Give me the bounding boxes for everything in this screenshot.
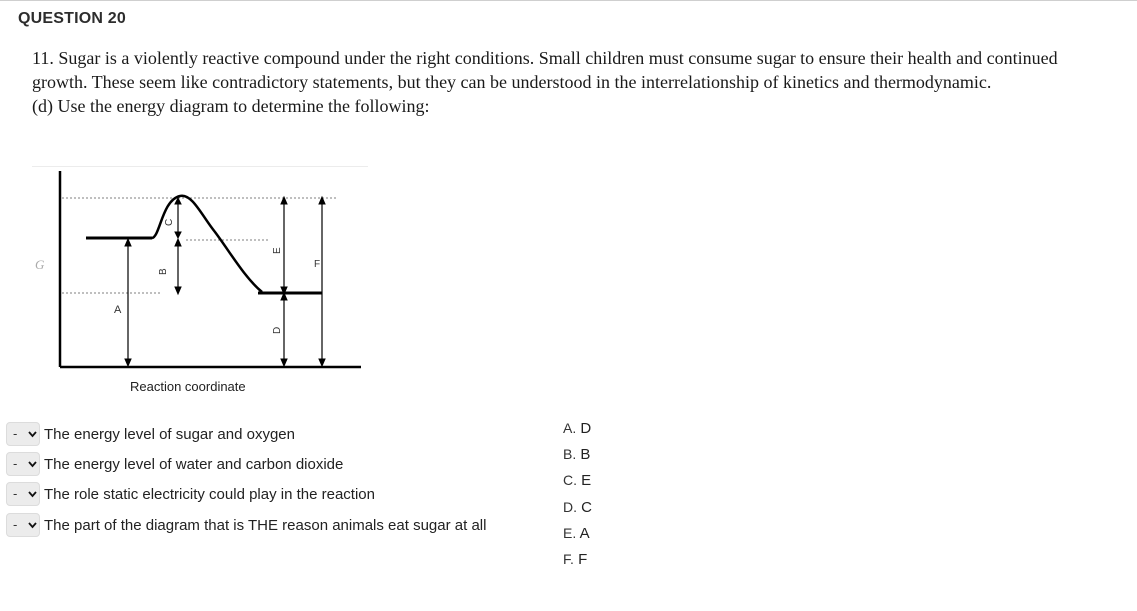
question-paragraph: 11. Sugar is a violently reactive compound under the right conditions. Small children must consume sugar to ensure their health and continued growth. These seem like contradictory statements, but they can be understood in the interrelationship of kinetics and thermodynamic.	[32, 48, 1058, 92]
prompt-label: The energy level of sugar and oxygen	[44, 426, 295, 443]
choice-text: B	[580, 446, 591, 463]
arrow-c	[175, 198, 181, 238]
x-axis-label: Reaction coordinate	[130, 379, 246, 394]
question-heading: QUESTION 20	[18, 10, 127, 27]
energy-diagram	[30, 166, 370, 406]
prompt-label: The energy level of water and carbon dioxide	[44, 456, 344, 473]
choice-text: A	[579, 525, 590, 542]
dropdown-value: -	[13, 486, 18, 501]
prompt-label: The role static electricity could play in the reaction	[44, 486, 375, 503]
answer-choice	[563, 472, 591, 494]
label-c: C	[164, 218, 175, 226]
choice-text: D	[580, 420, 592, 437]
answer-dropdown[interactable]	[6, 452, 40, 476]
label-a: A	[114, 304, 122, 316]
arrow-f	[319, 197, 325, 366]
chevron-down-icon	[28, 431, 37, 438]
dropdown-value: -	[13, 517, 18, 532]
chevron-down-icon	[28, 491, 37, 498]
choice-letter: C.	[563, 472, 577, 488]
choice-letter: A.	[563, 420, 577, 436]
g-axis-label: G	[35, 257, 45, 272]
top-divider	[0, 0, 1137, 1]
answer-choice	[563, 551, 587, 573]
choice-text: F	[578, 551, 588, 568]
arrow-e	[281, 197, 287, 294]
answer-choice	[563, 525, 590, 547]
answer-dropdown[interactable]	[6, 513, 40, 537]
prompt-label: The part of the diagram that is THE reason animals eat sugar at all	[44, 517, 487, 534]
chevron-down-icon	[28, 522, 37, 529]
question-instruction: (d) Use the energy diagram to determine the following:	[32, 96, 430, 116]
answer-dropdown[interactable]	[6, 482, 40, 506]
label-f: F	[314, 259, 321, 270]
dropdown-value: -	[13, 456, 18, 471]
label-e: E	[272, 247, 283, 254]
label-b: B	[158, 268, 169, 275]
answer-choice	[563, 420, 591, 442]
choice-text: C	[581, 499, 593, 516]
choice-letter: E.	[563, 525, 577, 541]
arrow-a	[125, 239, 131, 366]
choice-text: E	[581, 472, 592, 489]
answer-choice	[563, 499, 592, 521]
chevron-down-icon	[28, 461, 37, 468]
reaction-curve	[152, 196, 262, 292]
answer-dropdown[interactable]	[6, 422, 40, 446]
question-text	[32, 46, 1072, 118]
arrow-b	[175, 239, 181, 294]
dropdown-value: -	[13, 426, 18, 441]
choice-letter: B.	[563, 446, 577, 462]
choice-letter: D.	[563, 499, 577, 515]
label-d: D	[272, 326, 283, 334]
answer-choice	[563, 446, 590, 468]
choice-letter: F.	[563, 551, 574, 567]
